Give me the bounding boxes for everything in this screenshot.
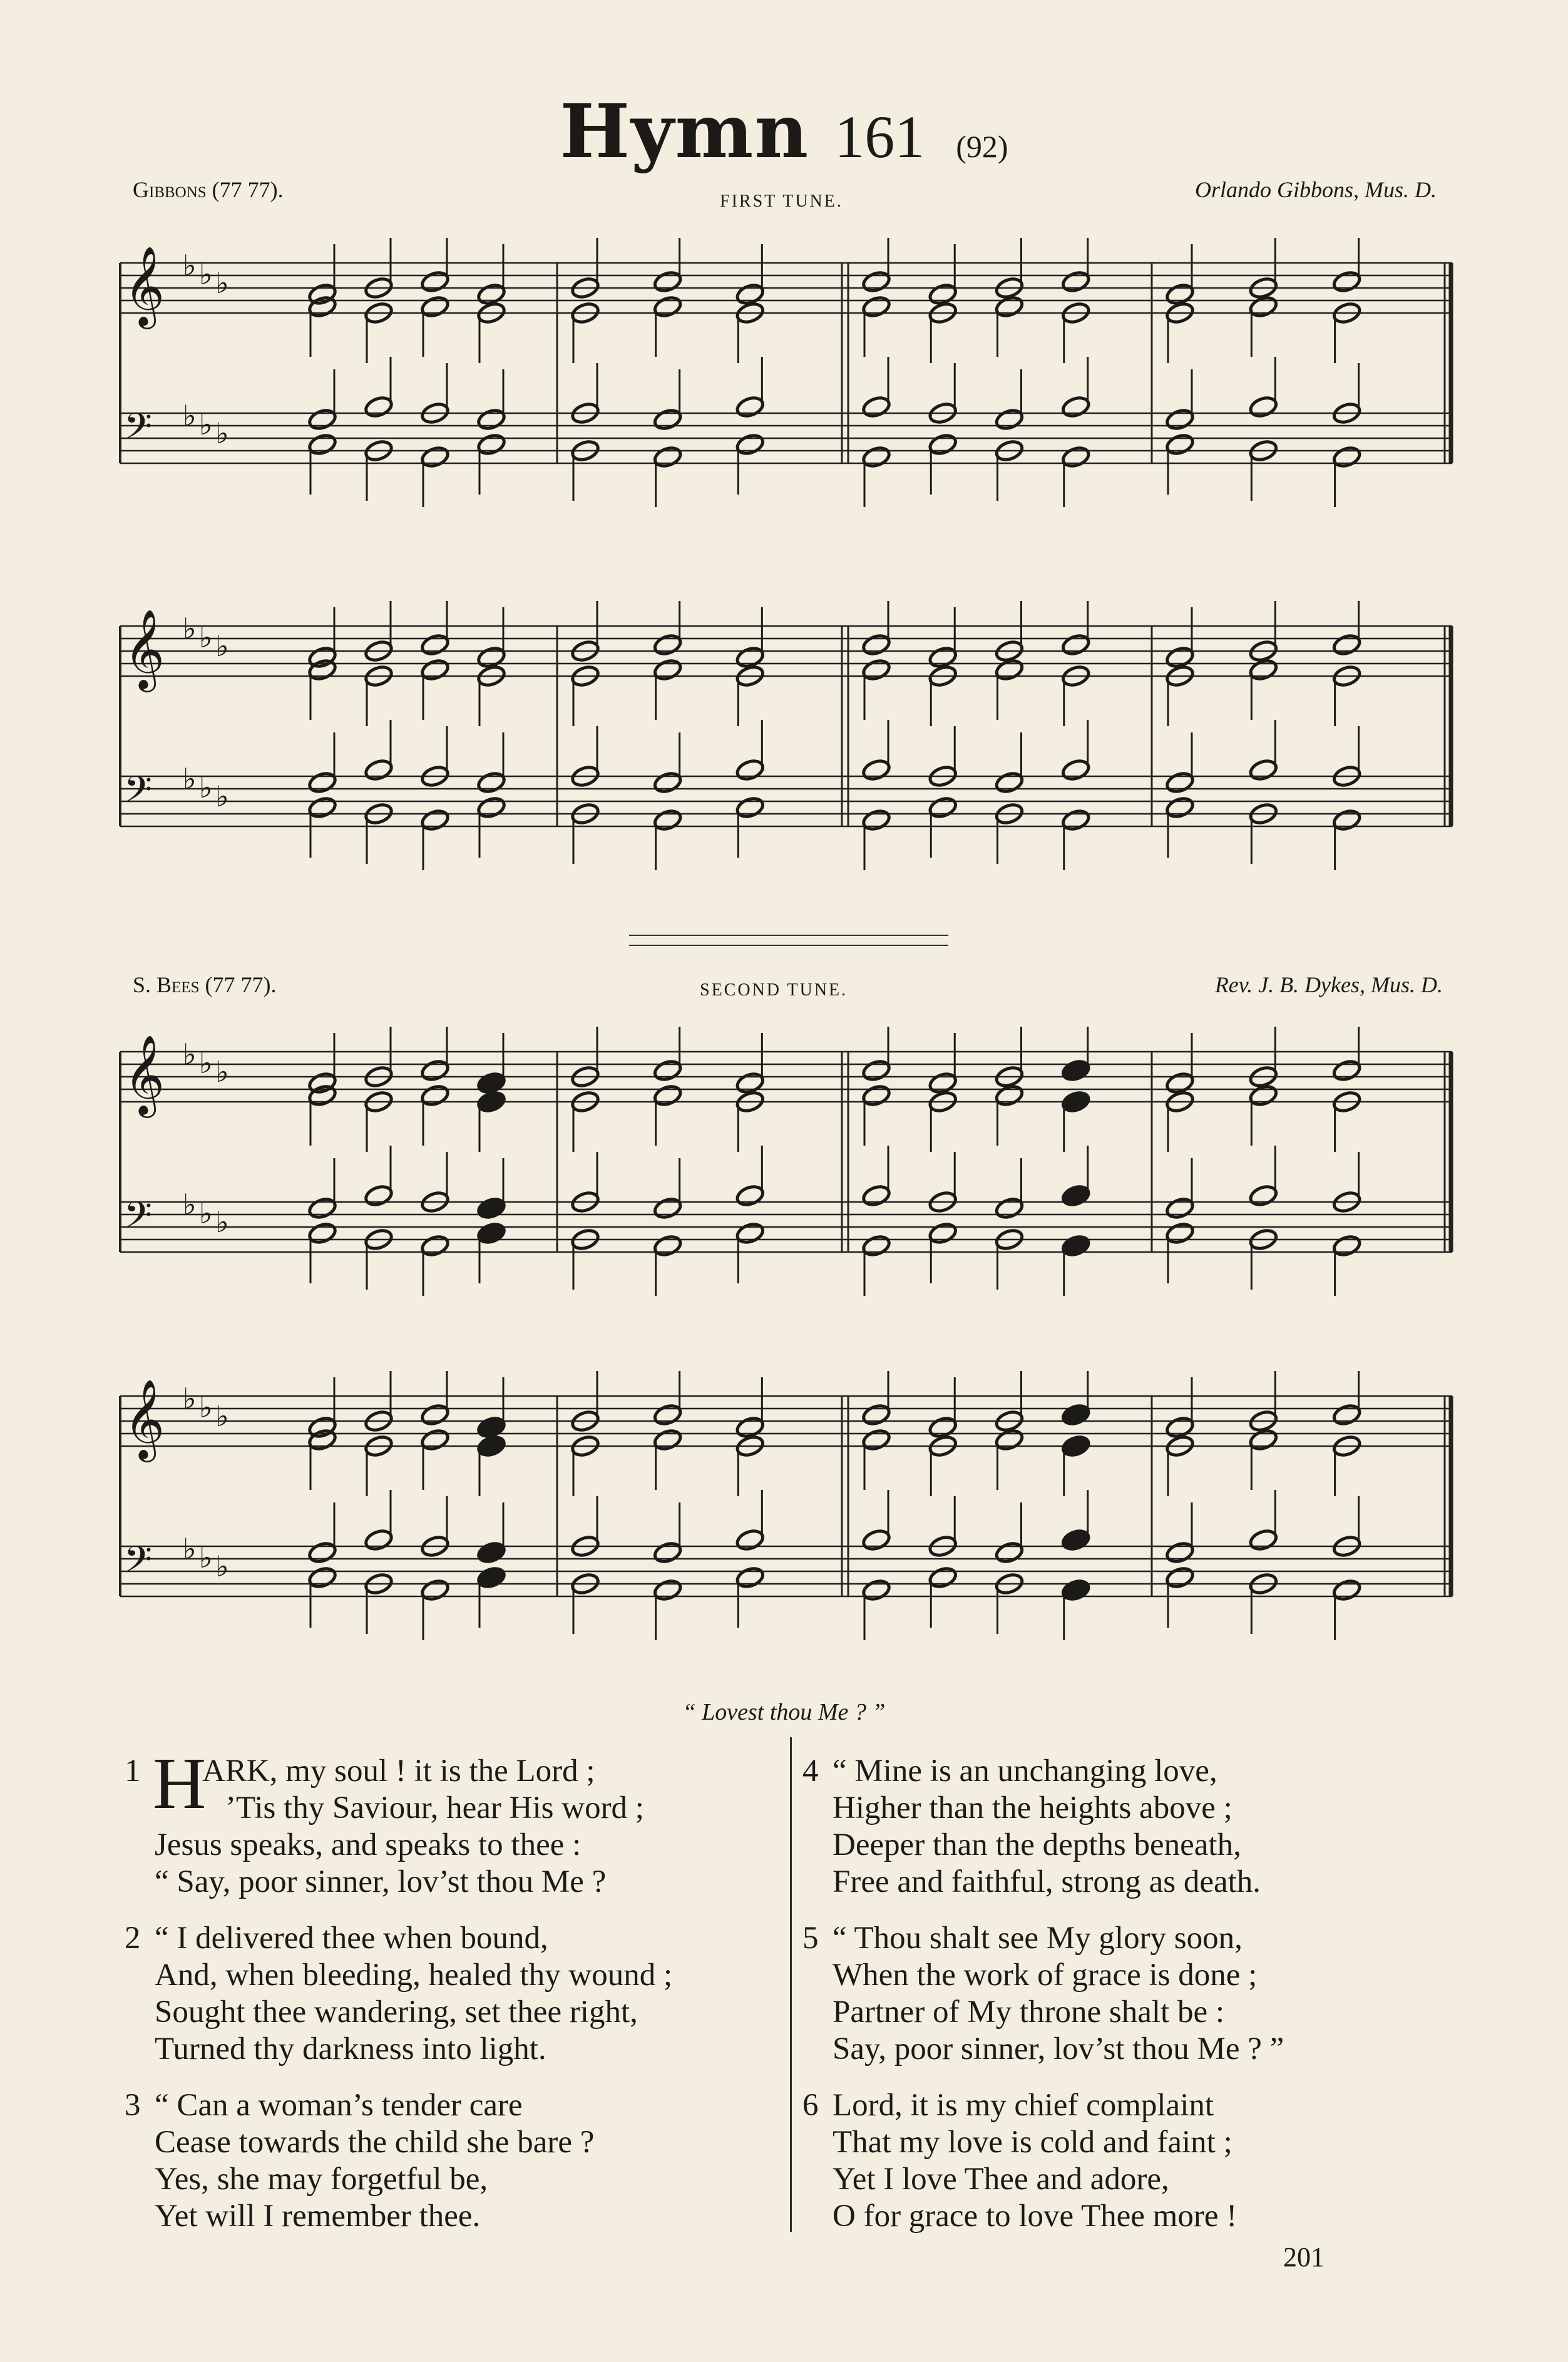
flat-icon: ♭ [215,416,229,450]
flat-icon: ♭ [199,1196,213,1230]
note-head [1165,1566,1195,1590]
note-head [994,1196,1024,1221]
verse-number: 4 [802,1754,819,1789]
note-head [1165,796,1195,820]
note-head [652,1541,682,1565]
note-head [652,771,682,795]
note-head [735,1071,765,1096]
flat-icon: ♭ [183,612,197,645]
verse-5 [802,1920,1284,2068]
music-system-4 [106,1371,1465,1659]
note-head [652,808,682,833]
note-head [1061,1403,1091,1427]
note-head [420,1428,450,1452]
note-head [1331,1403,1361,1427]
flat-icon: ♭ [183,1532,197,1566]
note-head [652,270,682,294]
verse-line: Cease towards the child she bare ? [155,2125,595,2160]
note-head [735,758,765,783]
flat-icon: ♭ [183,249,197,282]
note-head [928,1071,958,1096]
note-head [652,295,682,319]
hymn-number: 161 [834,103,925,170]
tune2-composer: Rev. J. B. Dykes, Mus. D. [1214,972,1443,997]
note-head [1248,658,1278,682]
note-head [420,808,450,833]
note-head [928,1566,958,1590]
note-head [1165,771,1195,795]
note-head [476,1196,506,1221]
note-head [307,1196,337,1221]
note-head [1165,1541,1195,1565]
note-head [652,445,682,470]
verse-line: “ Say, poor sinner, lov’st thou Me ? [155,1864,607,1899]
note-head [861,758,891,783]
verse-line: Yet will I remember thee. [155,2199,481,2234]
verse-line: Say, poor sinner, lov’st thou Me ? ” [833,2031,1284,2067]
note-head [1331,270,1361,294]
note-head [1248,1084,1278,1108]
note-head [364,1528,394,1553]
note-head [928,1415,958,1440]
verse-line: Jesus speaks, and speaks to thee : [155,1827,582,1862]
note-head [928,1221,958,1246]
flat-icon: ♭ [199,408,213,441]
note-head [861,295,891,319]
note-head [1061,1578,1091,1603]
verse-line: Turned thy darkness into light. [155,2031,546,2067]
note-head [928,645,958,670]
note-head [420,658,450,682]
verse-number: 6 [802,2088,819,2123]
verse-line: Yes, she may forgetful be, [155,2162,488,2197]
note-head [861,1234,891,1258]
note-head [861,1578,891,1603]
tune2-name: S. Bees (77 77). [133,972,277,997]
note-head [735,796,765,820]
note-head [861,633,891,657]
verse-line: Partner of My throne shalt be : [833,1995,1225,2030]
note-head [420,1084,450,1108]
verse-line: And, when bleeding, healed thy wound ; [155,1958,673,1993]
note-head [364,395,394,419]
verse-4 [802,1753,1261,1901]
note-head [476,282,506,307]
note-head [994,295,1024,319]
flat-icon: ♭ [215,1399,229,1433]
note-head [928,433,958,457]
note-head [1165,1071,1195,1096]
note-head [420,1403,450,1427]
verse-number: 2 [125,1921,141,1956]
flat-icon: ♭ [215,266,229,300]
note-head [307,408,337,432]
note-head [1248,395,1278,419]
note-head [364,758,394,783]
note-head [735,1566,765,1590]
note-head [1248,758,1278,783]
tune1-composer: Orlando Gibbons, Mus. D. [1194,177,1437,202]
verse-number: 5 [802,1921,819,1956]
tune1-label: FIRST TUNE. [720,192,843,211]
verse-line: Lord, it is my chief complaint [833,2088,1214,2123]
flat-icon: ♭ [215,1205,229,1239]
note-head [861,1403,891,1427]
note-head [1331,808,1361,833]
hymn-heading [0,88,1568,175]
note-head [307,658,337,682]
note-head [1061,1184,1091,1208]
note-head [364,1184,394,1208]
note-head [1165,408,1195,432]
note-head [994,1084,1024,1108]
column-rule [790,1737,792,2232]
note-head [476,1415,506,1440]
note-head [307,796,337,820]
verse-line: ’Tis thy Saviour, hear His word ; [225,1790,644,1825]
verse-line: “ Mine is an unchanging love, [833,1754,1217,1789]
verse-line: Sought thee wandering, set thee right, [155,1995,638,2030]
note-head [1061,808,1091,833]
note-head [652,1403,682,1427]
verse-1 [125,1742,644,1901]
tune2-label: SECOND TUNE. [700,980,848,1000]
bass-clef-icon: 𝄢 [124,1194,153,1245]
note-head [861,658,891,682]
note-head [420,445,450,470]
treble-clef-icon: 𝄞 [124,1379,165,1459]
note-head [420,1578,450,1603]
note-head [1061,445,1091,470]
note-head [1331,633,1361,657]
verse-line: ARK, my soul ! it is the Lord ; [202,1754,595,1789]
note-head [994,1541,1024,1565]
music-system-2 [106,601,1465,889]
note-head [652,1084,682,1108]
verse-6 [802,2087,1237,2235]
note-head [861,1059,891,1083]
note-head [1165,645,1195,670]
note-head [994,771,1024,795]
music-system-1 [106,238,1465,526]
flat-icon: ♭ [199,1541,213,1574]
note-head [1061,395,1091,419]
note-head [476,1221,506,1246]
flat-icon: ♭ [215,779,229,813]
note-head [1165,1196,1195,1221]
note-head [307,1566,337,1590]
note-head [735,1184,765,1208]
note-head [735,1415,765,1440]
note-head [652,1578,682,1603]
note-head [476,433,506,457]
tune1-name: Gibbons (77 77). [133,177,284,202]
tune-divider [629,935,948,946]
note-head [1331,1059,1361,1083]
treble-clef-icon: 𝄞 [124,245,165,326]
note-head [420,295,450,319]
flat-icon: ♭ [199,771,213,804]
note-head [420,633,450,657]
note-head [476,1434,506,1459]
note-head [735,645,765,670]
note-head [1165,1415,1195,1440]
note-head [994,408,1024,432]
note-head [1248,1528,1278,1553]
note-head [476,1541,506,1565]
flat-icon: ♭ [183,1382,197,1415]
page-number: 201 [1283,2242,1325,2272]
drop-cap: H [153,1742,207,1824]
note-head [1331,1578,1361,1603]
note-head [1165,1221,1195,1246]
verse-line: Deeper than the depths beneath, [833,1827,1241,1862]
flat-icon: ♭ [183,1037,197,1071]
note-head [1165,282,1195,307]
treble-clef-icon: 𝄞 [124,608,165,689]
note-head [861,395,891,419]
note-head [420,1234,450,1258]
verse-line: “ I delivered thee when bound, [155,1921,548,1956]
note-head [652,633,682,657]
note-head [1061,270,1091,294]
flat-icon: ♭ [215,1055,229,1089]
note-head [476,771,506,795]
note-head [476,408,506,432]
treble-clef-icon: 𝄞 [124,1034,165,1114]
note-head [1248,1428,1278,1452]
note-head [1061,1059,1091,1083]
note-head [476,645,506,670]
note-head [861,270,891,294]
note-head [476,796,506,820]
note-head [307,1428,337,1452]
verse-line: That my love is cold and faint ; [833,2125,1232,2160]
note-head [1061,633,1091,657]
flat-icon: ♭ [183,1188,197,1221]
verse-line: “ Thou shalt see My glory soon, [833,1921,1243,1956]
note-head [861,808,891,833]
note-head [735,395,765,419]
note-head [307,771,337,795]
note-head [1248,295,1278,319]
note-head [1331,445,1361,470]
note-head [861,1184,891,1208]
bass-clef-icon: 𝄢 [124,1538,153,1589]
note-head [307,433,337,457]
note-head [735,282,765,307]
note-head [861,445,891,470]
note-head [994,658,1024,682]
bass-clef-icon: 𝄢 [124,405,153,456]
note-head [476,1071,506,1096]
note-head [420,270,450,294]
hymn-title-word: Hymn [560,88,810,175]
note-head [1061,1434,1091,1459]
note-head [652,658,682,682]
verse-line: Yet I love Thee and adore, [833,2162,1169,2197]
verse-line: When the work of grace is done ; [833,1958,1258,1993]
hymn-alt-number: (92) [956,129,1008,164]
note-head [420,1059,450,1083]
note-head [735,1528,765,1553]
note-head [861,1428,891,1452]
bass-clef-icon: 𝄢 [124,768,153,819]
flat-icon: ♭ [199,620,213,654]
epigraph: “ Lovest thou Me ? ” [682,1699,886,1725]
note-head [861,1528,891,1553]
note-head [735,433,765,457]
verse-2 [125,1920,673,2068]
flat-icon: ♭ [215,629,229,663]
verse-number: 1 [125,1754,141,1789]
note-head [861,1084,891,1108]
note-head [994,1428,1024,1452]
note-head [307,1084,337,1108]
verse-line: Free and faithful, strong as death. [833,1864,1261,1899]
note-head [1061,1234,1091,1258]
verse-3 [125,2087,595,2235]
note-head [928,282,958,307]
note-head [735,1221,765,1246]
flat-icon: ♭ [183,762,197,796]
note-head [476,1090,506,1114]
music-system-3 [106,1027,1465,1315]
note-head [652,1196,682,1221]
note-head [1165,433,1195,457]
note-head [652,1234,682,1258]
note-head [1061,1528,1091,1553]
note-head [652,1059,682,1083]
note-head [476,1566,506,1590]
note-head [307,295,337,319]
verse-line: “ Can a woman’s tender care [155,2088,523,2123]
flat-icon: ♭ [183,399,197,433]
note-head [307,1541,337,1565]
note-head [652,1428,682,1452]
note-head [928,796,958,820]
note-head [307,1221,337,1246]
verse-line: Higher than the heights above ; [833,1790,1232,1825]
verse-line: O for grace to love Thee more ! [833,2199,1237,2234]
flat-icon: ♭ [199,1046,213,1080]
note-head [652,408,682,432]
flat-icon: ♭ [199,257,213,291]
verse-number: 3 [125,2088,141,2123]
note-head [1331,1234,1361,1258]
note-head [1061,758,1091,783]
flat-icon: ♭ [199,1390,213,1424]
flat-icon: ♭ [215,1549,229,1583]
note-head [1248,1184,1278,1208]
note-head [1061,1090,1091,1114]
